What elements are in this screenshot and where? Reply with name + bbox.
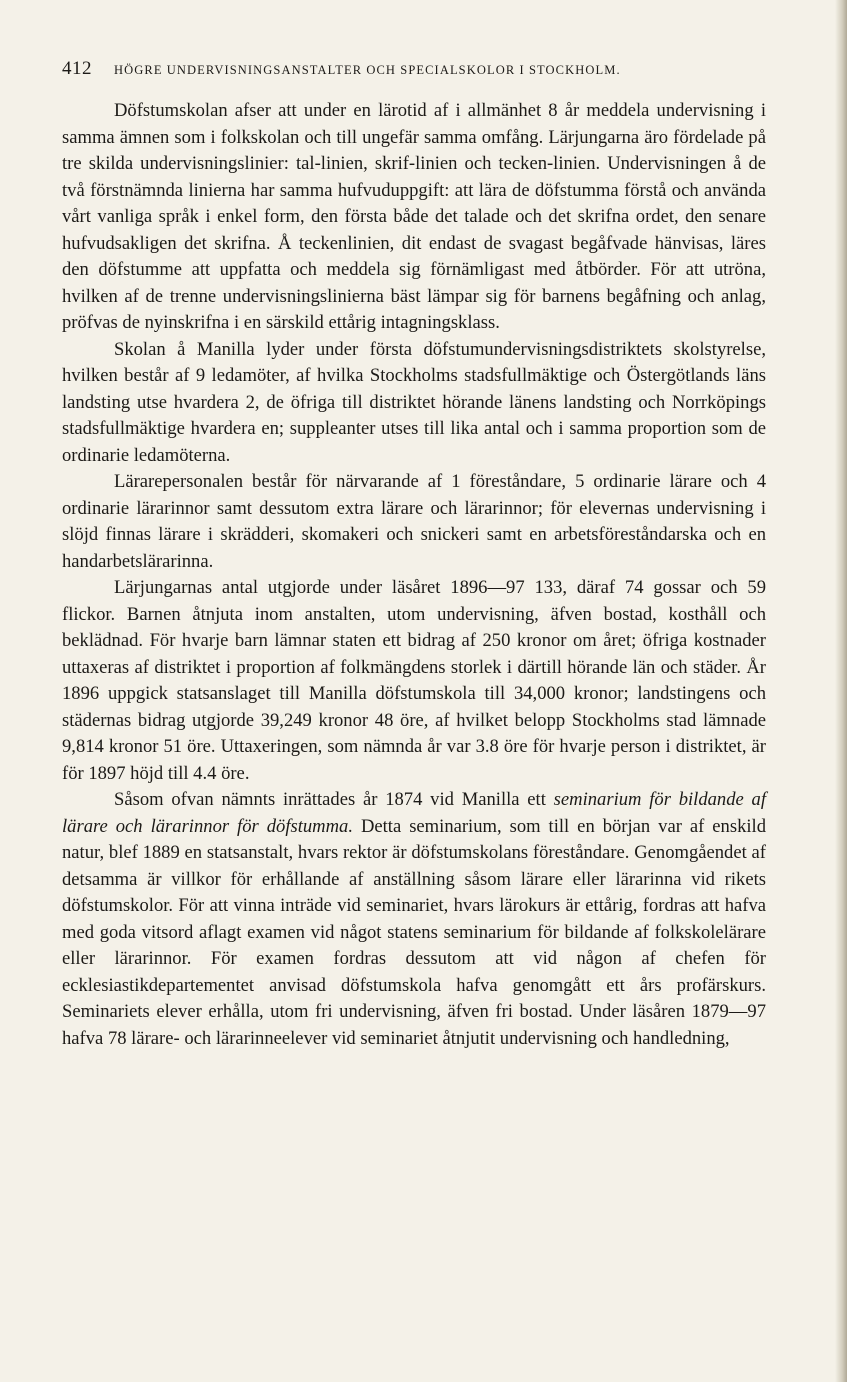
book-page (62, 58, 766, 1052)
paragraph-text: Såsom ofvan nämnts inrättades år 1874 vid Manilla ett (114, 789, 554, 810)
paragraph-text: Lärarepersonalen består för närvarande af 1 föreståndare, 5 ordinarie lärare och 4 ordinarie lärarinnor samt dessutom extra lärare och lärarinnor; för elevernas undervisning i slöjd finnas lärare i skrädderi, skomakeri och snickeri samt en arbetsföreståndarska och en handarbetslärarinna. (62, 471, 766, 572)
paragraph-1 (62, 98, 766, 337)
paragraph-text: Döfstumskolan afser att under en lärotid af i allmänhet 8 år meddela undervisning i samma ämnen som i folkskolan och till ungefär samma omfång. Lärjungarna äro fördelade på tre skilda undervisningslinier: tal-linien, skrif-linien och tecken-linien. Undervisningen å de två förstnämnda linierna har samma hufvuduppgift: att lära de döfstumma förstå och använda vårt vanliga språk i enkel form, den första både det talade och det skrifna ordet, den senare hufvudsakligen det skrifna. Å teckenlinien, dit endast de svagast begåfvade hänvisas, läres den döfstumme att uppfatta och meddela sig förnämligast med åtbörder. För att utröna, hvilken af de trenne undervisningslinierna bäst lämpar sig för barnens begåfning och anlag, pröfvas de nyinskrifna i en särskild ettårig intagningsklass. (62, 100, 766, 333)
body-text (62, 98, 766, 1052)
running-title: HÖGRE UNDERVISNINGSANSTALTER OCH SPECIALSKOLOR I STOCKHOLM. (114, 63, 621, 77)
page-header (62, 58, 766, 80)
page-number: 412 (62, 58, 92, 79)
page-edge-shadow (835, 0, 847, 1382)
paragraph-text: Lärjungarnas antal utgjorde under läsåret 1896—97 133, däraf 74 gossar och 59 flickor. Barnen åtnjuta inom anstalten, utom undervisning, äfven bostad, kosthåll och beklädnad. För hvarje barn lämnar staten ett bidrag af 250 kronor om året; öfriga kostnader uttaxeras af distriktet i proportion af folkmängdens storlek i därtill hörande län och städer. År 1896 uppgick statsanslaget till Manilla döfstumskola till 34,000 kronor; landstingens och städernas bidrag utgjorde 39,249 kronor 48 öre, af hvilket belopp Stockholms stad lämnade 9,814 kronor 51 öre. Uttaxeringen, som nämnda år var 3.8 öre för hvarje person i distriktet, är för 1897 höjd till 4.4 öre. (62, 577, 766, 784)
paragraph-3 (62, 469, 766, 575)
paragraph-text: Detta seminarium, som till en början var af enskild natur, blef 1889 en statsanstalt, hvars rektor är döfstumskolans föreståndare. Genomgåendet af detsamma är villkor för erhållande af anställning såsom lärare eller lärarinna vid rikets döfstumskolor. För att vinna inträde vid seminariet, hvars lärokurs är ettårig, fordras att hafva med goda vitsord aflagt examen vid något statens seminarium för bildande af folkskolelärare eller lärarinnor. För examen fordras dessutom att vid någon af chefen för ecklesiastikdepartementet anvisad döfstumskola hafva genomgått ett års profärskurs. Seminariets elever erhålla, utom fri undervisning, äfven fri bostad. Under läsåren 1879—97 hafva 78 lärare- och lärarinneelever vid seminariet åtnjutit undervisning och handledning, (62, 815, 766, 1049)
paragraph-2 (62, 337, 766, 470)
paragraph-text: Skolan å Manilla lyder under första döfstumundervisningsdistriktets skolstyrelse, hvilken består af 9 ledamöter, af hvilka Stockholms stadsfullmäktige och Östergötlands läns landsting utse hvardera 2, de öfriga till distriktet hörande länens landsting och Norrköpings stadsfullmäktige hvardera en; suppleanter utses till lika antal och i samma proportion som de ordinarie ledamöterna. (62, 338, 766, 466)
italic-seminary-title: seminarium för bildande af lärare och lärarinnor för döfstumma. (62, 789, 766, 837)
paragraph-5 (62, 787, 766, 1052)
paragraph-4 (62, 575, 766, 787)
